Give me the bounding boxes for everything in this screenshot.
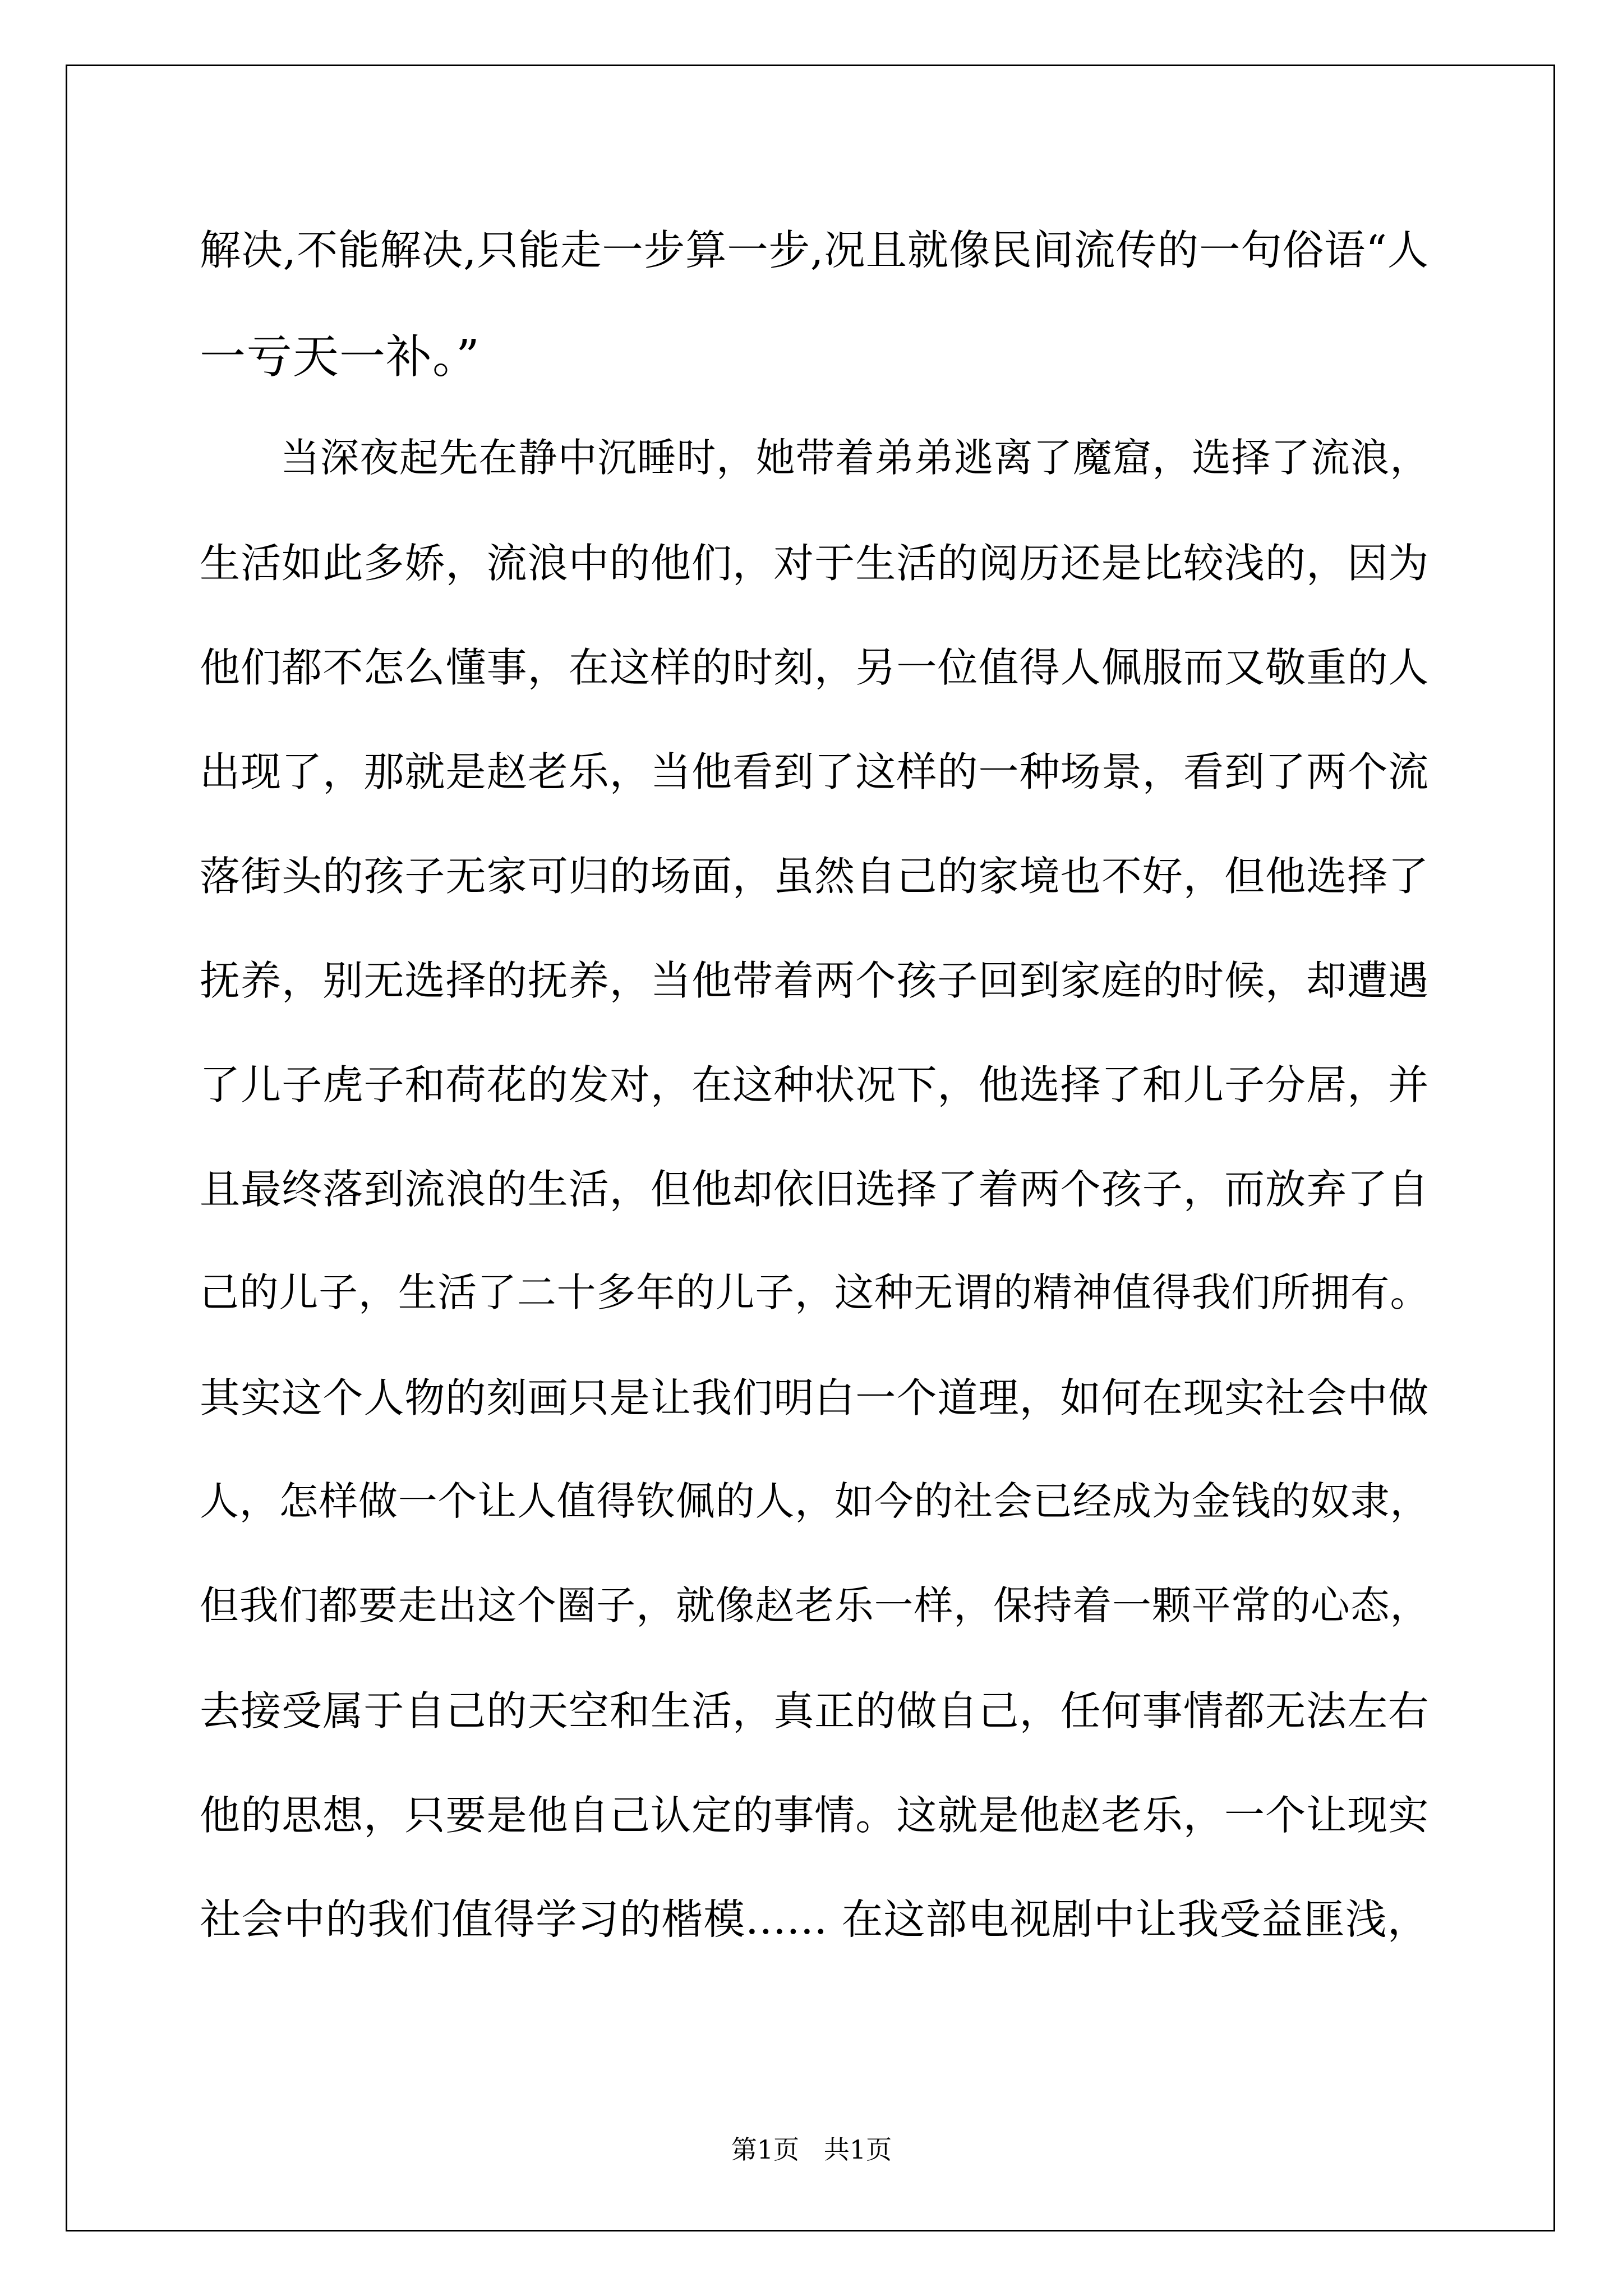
text-line-12: 其实这个人物的刻画只是让我们明白一个道理，如何在现实社会中做 — [200, 1374, 1430, 1421]
text-line-1: 解决,不能解决,只能走一步算一步,况且就像民间流传的一句俗语“人 — [200, 227, 1430, 274]
text-line-2: 一亏天一补。” — [200, 330, 480, 384]
text-line-14: 但我们都要走出这个圈子，就像赵老乐一样，保持着一颗平常的心态， — [200, 1583, 1430, 1628]
text-line-13: 人，怎样做一个让人值得钦佩的人，如今的社会已经成为金钱的奴隶， — [200, 1479, 1430, 1524]
text-line-6: 出现了，那就是赵老乐，当他看到了这样的一种场景，看到了两个流 — [200, 748, 1430, 795]
text-line-9: 了儿子虎子和荷花的发对，在这种状况下，他选择了和儿子分居，并 — [200, 1061, 1430, 1108]
text-line-17: 社会中的我们值得学习的楷模...... 在这部电视剧中让我受益匪浅， — [200, 1895, 1430, 1944]
text-line-15: 去接受属于自己的天空和生活，真正的做自己，任何事情都无法左右 — [200, 1687, 1430, 1734]
text-line-3: 当深夜起先在静中沉睡时，她带着弟弟逃离了魔窟，选择了流浪， — [280, 435, 1430, 481]
text-line-4: 生活如此多娇，流浪中的他们，对于生活的阅历还是比较浅的，因为 — [200, 540, 1430, 587]
text-line-10: 且最终落到流浪的生活，但他却依旧选择了着两个孩子，而放弃了自 — [200, 1166, 1430, 1213]
text-line-11: 己的儿子，生活了二十多年的儿子，这种无谓的精神值得我们所拥有。 — [200, 1270, 1430, 1315]
text-line-5: 他们都不怎么懂事，在这样的时刻，另一位值得人佩服而又敬重的人 — [200, 644, 1430, 691]
text-line-8: 抚养，别无选择的抚养，当他带着两个孩子回到家庭的时候，却遭遇 — [200, 957, 1430, 1004]
page-number-footer: 第1页 共1页 — [731, 2134, 892, 2165]
text-line-16: 他的思想，只要是他自己认定的事情。这就是他赵老乐，一个让现实 — [200, 1792, 1430, 1839]
text-line-7: 落街头的孩子无家可归的场面，虽然自己的家境也不好，但他选择了 — [200, 853, 1430, 900]
